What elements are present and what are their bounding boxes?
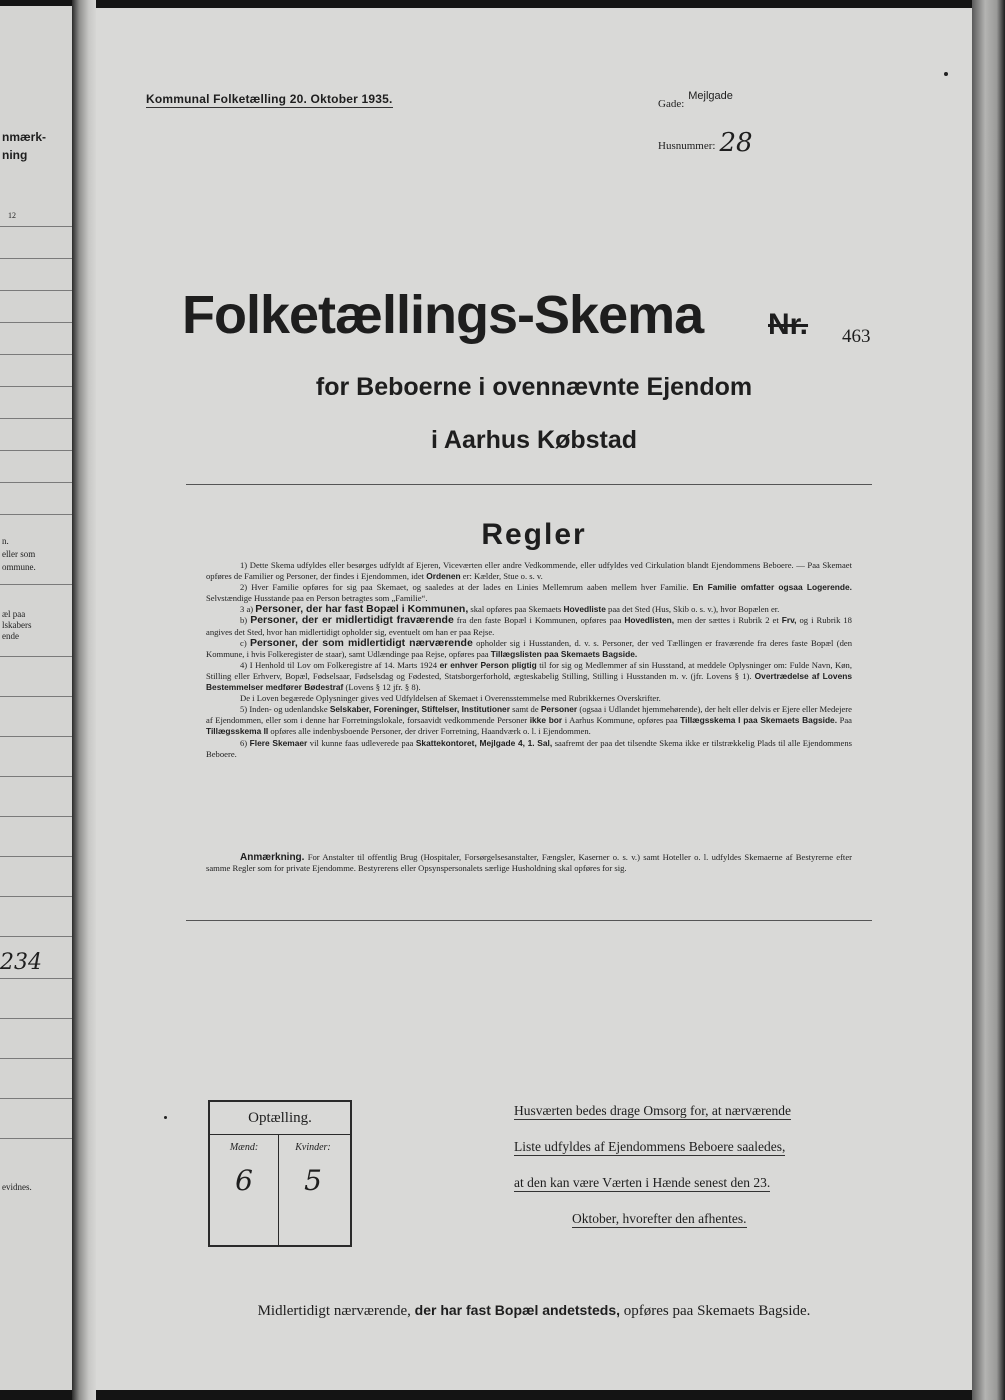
rule-5-text: i Aarhus Kommune, opføres paa	[564, 715, 678, 726]
rule-3a-number: 3 a)	[240, 604, 254, 615]
left-page-label: lskabers	[2, 620, 32, 630]
rule-6-number: 6)	[240, 737, 248, 748]
notice-line: Liste udfyldes af Ejendommens Beboere saaledes,	[514, 1139, 786, 1154]
left-page-header-line-1: nmærk-	[2, 130, 47, 144]
house-number-label: Husnummer:	[658, 140, 716, 152]
rule-3c-number: c)	[240, 637, 247, 648]
left-page-rule	[0, 418, 72, 419]
rule-2-text: 2) Hver Familie opføres for sig paa Skemaet, og saaledes at der lades en Linies Mellemrum aaben mellem hver Familie.	[240, 582, 689, 593]
left-page-rule	[0, 386, 72, 387]
rule-5-text: 5) Inden- og udenlandske	[240, 704, 328, 715]
footer-text: Midlertidigt nærværende,	[257, 1303, 411, 1319]
rule-1	[206, 560, 852, 582]
notice-line: Oktober, hvorefter den afhentes.	[572, 1211, 747, 1226]
rule-5-text: opføres alle indenbysboende Personer, der driver Forretning, Haandværk o. l. i Ejendommen.	[270, 726, 591, 737]
rule-3a-text: paa det Sted (Hus, Skib o. s. v.), hvor Bopælen er.	[608, 604, 780, 615]
divider-bottom	[186, 920, 872, 921]
rule-1-text: 1) Dette Skema udfyldes eller besørges udfyldt af Ejeren, Viceværten eller andre Vedkommende, eller udfyldes ved Cirkulation blandt Ejendommens Beboere. — Paa Skemaet opføres de Familier og Personer, der findes i Ejendommen, idet	[206, 560, 852, 582]
women-count: 5	[304, 1164, 322, 1197]
footer-note	[96, 1302, 972, 1320]
form-title: Folketællings-Skema	[182, 285, 704, 345]
street-label: Gade:	[658, 98, 685, 110]
rule-3b-number: b)	[240, 615, 248, 626]
rule-6-emphasis: Flere Skemaer	[249, 737, 308, 748]
rule-3a-emphasis: Hovedliste	[563, 604, 606, 615]
left-page-label: evidnes.	[2, 1182, 32, 1192]
rule-4-text: (Lovens § 12 jfr. § 8).	[345, 682, 421, 693]
left-page-rule	[0, 656, 72, 657]
rules-text	[206, 560, 852, 760]
rules-heading: Regler	[481, 518, 587, 551]
left-page-rule	[0, 696, 72, 697]
rule-4-text: De i Loven begærede Oplysninger gives ved Udfyldelsen af Skemaet i Overensstemmelse med Rubrikkernes Overskrifter.	[240, 693, 661, 704]
rule-6-text: vil kunne faas udleverede paa	[309, 737, 414, 748]
left-page-label: ommune.	[2, 562, 36, 572]
left-facing-page	[0, 6, 72, 1390]
notice-line: Husværten bedes drage Omsorg for, at nærværende	[514, 1103, 792, 1118]
left-page-rule	[0, 450, 72, 451]
rule-4-continued	[206, 693, 852, 704]
remark-section	[206, 852, 852, 874]
rule-6-text: saafremt der paa det tilsendte Skema ikke er tilstrækkelig Plads til alle Ejendommens Beboere.	[206, 737, 852, 759]
left-page-rule	[0, 936, 72, 937]
left-page-rule	[0, 1058, 72, 1059]
rule-4-emphasis: Overtrædelse af Lovens Bestemmelser medfører Bødestraf	[206, 670, 853, 693]
rule-3c-emphasis: Tillægslisten paa Skemaets Bagside.	[490, 648, 638, 659]
rule-2-text: Selvstændige Husstande paa en Person betragtes som „Familie“.	[206, 593, 428, 604]
left-page-rule	[0, 856, 72, 857]
rule-3c-heading: Personer, der som midlertidigt nærværende	[249, 636, 473, 649]
left-page-column-number: 12	[8, 211, 16, 220]
street-field	[658, 90, 733, 112]
left-page-rule	[0, 290, 72, 291]
rule-3b-emphasis: Frv,	[781, 615, 797, 626]
rule-6-emphasis: Skattekontoret, Mejlgade 4, 1. Sal,	[415, 737, 553, 748]
left-page-rule	[0, 514, 72, 515]
rule-2	[206, 582, 852, 604]
rule-5-emphasis: Personer	[540, 704, 578, 715]
left-page-rule	[0, 1098, 72, 1099]
left-page-rule	[0, 354, 72, 355]
left-page-rule	[0, 322, 72, 323]
rule-3a-heading: Personer, der har fast Bopæl i Kommunen,	[255, 603, 469, 616]
count-title: Optælling.	[248, 1110, 312, 1126]
women-label: Kvinder:	[295, 1142, 331, 1153]
left-page-rule	[0, 816, 72, 817]
left-page-rule	[0, 1138, 72, 1139]
men-label: Mænd:	[229, 1142, 259, 1153]
house-number-field	[658, 126, 753, 156]
rule-1-emphasis: Ordenen	[426, 571, 461, 582]
rule-4-emphasis: er enhver Person pligtig	[439, 659, 537, 670]
rule-5-text: (ogsaa i Udlandet hjemmehørende), der helt eller delvis er Ejere eller Medejere af Ejendommen, eller som i denne har Forretningslokale, forsaavidt vedkommende Personer	[206, 704, 852, 726]
rule-2-emphasis: En Familie omfatter ogsaa Logerende.	[692, 582, 852, 593]
ink-dot	[944, 72, 948, 76]
remark-text: For Anstalter til offentlig Brug (Hospitaler, Forsørgelsesanstalter, Fængsler, Kaserner o. s. v.) samt Hoteller o. l. udfyldes Skemaerne af Bestyrerne efter samme Regler som for private Ejendomme. Bestyrerens eller Opsynspersonalets særlige Husholdning skal opføres for sig.	[206, 852, 852, 874]
rule-3c	[206, 638, 852, 660]
left-page-rule	[0, 482, 72, 483]
count-box-divider	[210, 1134, 350, 1135]
rule-4	[206, 660, 852, 693]
rule-5-emphasis: Tillægsskema I paa Skemaets Bagside.	[680, 715, 838, 726]
rule-3b-text: fra den faste Bopæl i Kommunen, opføres paa	[456, 615, 622, 626]
form-number-value: 463	[842, 326, 871, 347]
left-page-rule	[0, 776, 72, 777]
left-page-label: ende	[2, 631, 19, 641]
rule-4-text: til for sig og Medlemmer af sin Husstand, at meddele Oplysninger om: Fulde Navn, Køn, Stilling eller Erhverv, Bopæl, Fødselsaar, Fødselsdag og Fødested, Statsborgerforhold, ægteskabelig Stilling, Stilling i Husstanden m. v. (jfr. Lovens § 1).	[206, 659, 852, 681]
left-page-rule	[0, 896, 72, 897]
rule-4-text: 4) I Henhold til Lov om Folkeregistre af 14. Marts 1924	[240, 659, 438, 670]
page-edge	[972, 0, 1005, 1400]
rule-5-emphasis: ikke bor	[529, 715, 563, 726]
street-value: Mejlgade	[688, 90, 733, 102]
remark-heading: Anmærkning.	[240, 852, 305, 863]
rule-3c-text: opholder sig i Husstanden, d. v. s. Personer, der ved Tællingen er fraværende fra deres faste Bopæl (den Kommune, i hvis Folkeregister de staar), samt Udlændinge paa Rejse, opføres paa	[206, 637, 852, 659]
left-page-label: eller som	[2, 549, 36, 559]
rule-1-text: er: Kælder, Stue o. s. v.	[462, 571, 543, 582]
rule-5-text: samt de	[512, 704, 539, 715]
left-page-rule	[0, 584, 72, 585]
rule-3a-text: skal opføres paa Skemaets	[470, 604, 562, 615]
men-count: 6	[235, 1164, 253, 1197]
left-page-label: n.	[2, 536, 9, 546]
census-header: Kommunal Folketælling 20. Oktober 1935.	[146, 92, 393, 106]
census-form-page	[96, 8, 972, 1390]
remark-paragraph	[206, 852, 852, 874]
footer-emphasis: der har fast Bopæl andetsteds,	[414, 1302, 621, 1318]
divider-top	[186, 484, 872, 485]
left-page-rule	[0, 258, 72, 259]
rule-5	[206, 704, 852, 737]
notice-line: at den kan være Værten i Hænde senest den 23.	[514, 1175, 771, 1190]
count-box	[208, 1100, 352, 1247]
rule-5-emphasis: Selskaber, Foreninger, Stiftelser, Institutioner	[329, 704, 510, 715]
form-subtitle-city: i Aarhus Købstad	[430, 426, 638, 454]
rule-3b-text: og i Rubrik 18 angives det Sted, hvor han midlertidigt opholder sig, eventuelt om han er paa Rejse.	[206, 615, 852, 637]
left-page-label: æl paa	[2, 609, 26, 619]
ink-dot	[164, 1116, 167, 1119]
left-page-handwritten-number: 234	[0, 950, 42, 975]
rule-6	[206, 738, 852, 760]
left-page-rule	[0, 978, 72, 979]
form-subtitle-residents: for Beboerne i ovennævnte Ejendom	[315, 373, 753, 401]
house-number-value: 28	[719, 128, 753, 158]
rule-3b-text: men der sættes i Rubrik 2 et	[677, 615, 779, 626]
left-page-rule	[0, 226, 72, 227]
rule-3b	[206, 615, 852, 637]
rule-3b-emphasis: Hovedlisten,	[624, 615, 675, 626]
rule-3b-heading: Personer, der er midlertidigt fraværende	[250, 614, 454, 627]
form-number-label: Nr.	[768, 308, 809, 341]
rule-5-emphasis: Tillægsskema II	[206, 726, 269, 737]
footer-text: opføres paa Skemaets Bagside.	[623, 1303, 811, 1319]
left-page-header-line-2: ning	[2, 148, 28, 162]
book-gutter	[72, 0, 96, 1400]
left-page-rule	[0, 736, 72, 737]
left-page-rule	[0, 1018, 72, 1019]
rule-5-text: Paa	[839, 715, 852, 726]
